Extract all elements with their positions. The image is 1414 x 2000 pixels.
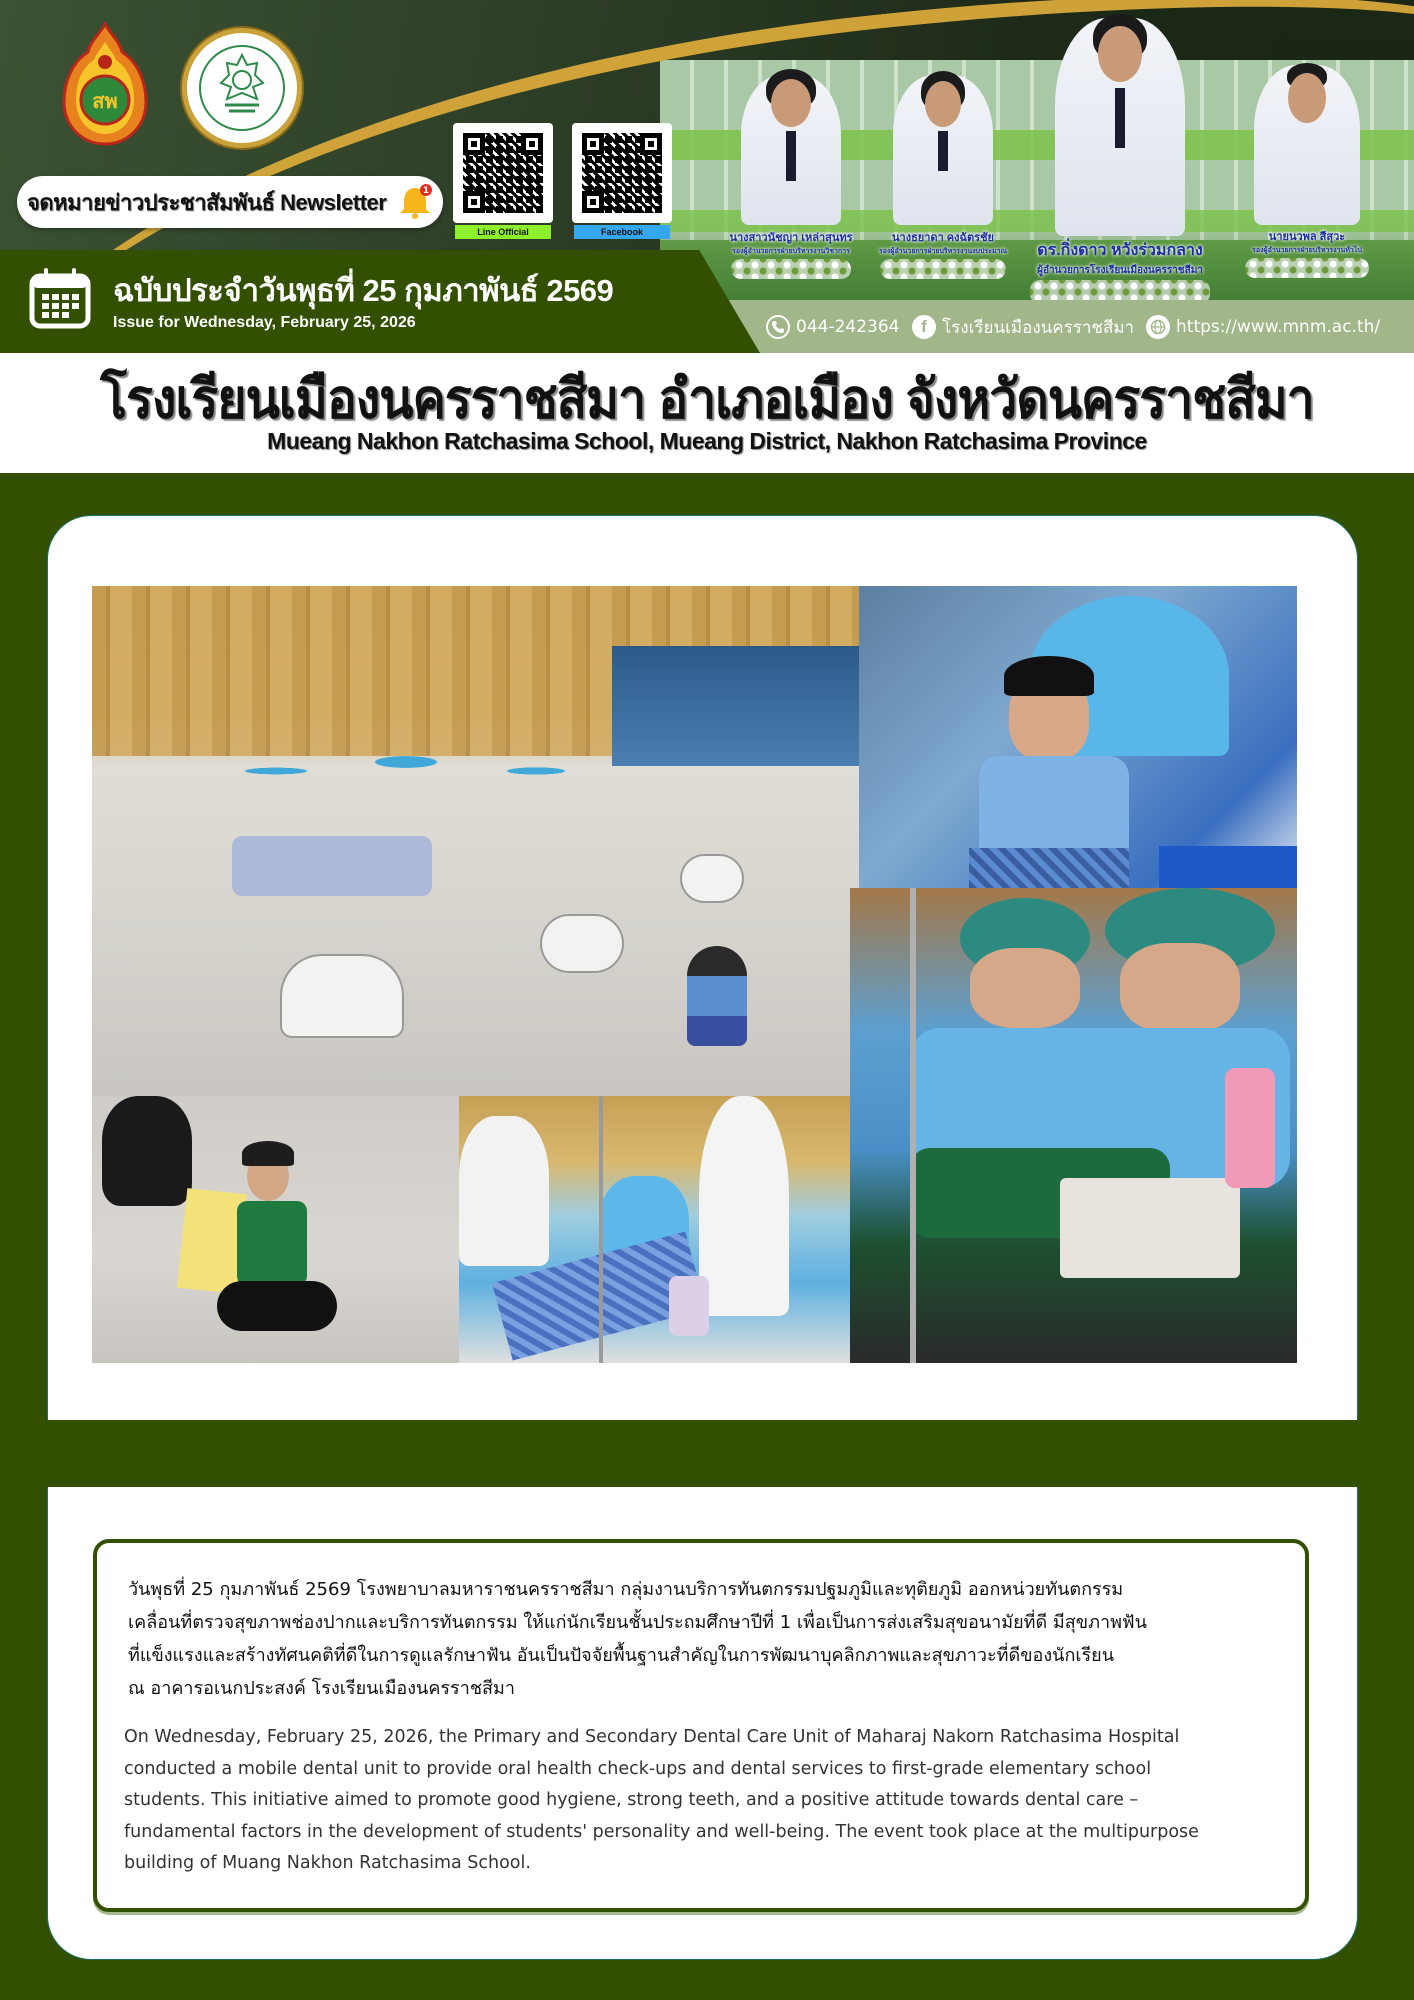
globe-icon [1146,315,1170,339]
photo-dental-hall-overview[interactable] [92,586,859,1096]
school-emblem-icon [217,53,267,118]
article-line: building of Muang Nakhon Ratchasima School. [124,1853,531,1873]
article-line: On Wednesday, February 25, 2026, the Primary and Secondary Dental Care Unit of Maharaj Nakorn Ratchasima Hospital [124,1727,1180,1747]
newsletter-label [17,176,443,228]
photo-girl-holding-form[interactable] [92,1096,459,1363]
school-title-english: Mueang Nakhon Ratchasima School, Mueang District, Nakhon Ratchasima Province [267,428,1147,454]
staff-card [720,75,862,279]
director-role: ผู้อำนวยการโรงเรียนเมืองนครราชสีมา [1037,265,1203,276]
staff-name: นายนวพล สีสุวะ [1268,231,1346,243]
article-line: เคลื่อนที่ตรวจสุขภาพช่องปากและบริการทันตกรรม ให้แก่นักเรียนชั้นประถมศึกษาปีที่ 1 เพื่อเป็นการส่งเสริมสุขอนามัยที่ดี มีสุขภาพฟัน [128,1612,1147,1633]
article-paragraph-english [124,1722,1294,1880]
qr-label-line: Line Official [455,225,551,239]
facebook-icon: f [912,315,936,339]
phone-icon [766,315,790,339]
facebook-page-name: โรงเรียนเมืองนครราชสีมา [942,317,1135,338]
article-line: fundamental factors in the development of students' personality and well-being. The event took place at the multipurpose [124,1821,1199,1842]
qr-code-facebook[interactable] [572,123,672,223]
article-paragraph-thai [128,1573,1288,1705]
staff-name: นางธยาดา คงฉัตรชัย [892,232,994,244]
staff-card [1232,65,1382,278]
phone-number: 044-242364 [796,317,900,337]
header-banner [0,0,1414,353]
article-line: ที่แข็งแรงและสร้างทัศนคติที่ดีในการดูแลรักษาฟัน อันเป็นปัจจัยพื้นฐานสำคัญในการพัฒนาบุคลิกภาพและสุขภาวะที่ดีของนักเรียน [128,1645,1115,1666]
newsletter-label-text: จดหมายข่าวประชาสัมพันธ์ Newsletter [27,189,387,215]
staff-role: รองผู้อำนวยการฝ่ายบริหารงานงบประมาณ [878,248,1007,255]
calendar-icon [28,266,92,330]
contact-website[interactable] [1146,314,1380,340]
staff-role: รองผู้อำนวยการฝ่ายบริหารงานวิชาการ [732,248,850,255]
bell-notification-icon [395,182,435,222]
staff-card [868,75,1018,279]
school-logo [182,28,302,148]
article-line: ณ อาคารอเนกประสงค์ โรงเรียนเมืองนครราชสีมา [128,1678,515,1699]
contact-facebook[interactable] [912,314,1134,340]
photo-boy-peace-sign[interactable] [859,586,1297,888]
staff-card-director [1020,18,1220,304]
website-url: https://www.mnm.ac.th/ [1176,317,1381,337]
issue-date-english: Issue for Wednesday, February 25, 2026 [113,314,416,331]
article-line: conducted a mobile dental unit to provide oral health check-ups and dental services to first-grade elementary school [124,1758,1152,1779]
photo-dental-treatment-station[interactable] [459,1096,850,1363]
article-line: วันพุธที่ 25 กุมภาพันธ์ 2569 โรงพยาบาลมหาราชนครราชสีมา กลุ่มงานบริการทันตกรรมปฐมภูมิและทุติยภูมิ ออกหน่วยทันตกรรม [128,1579,1124,1600]
staff-name: นางสาวนัชญา เหล่าสุนทร [729,232,853,244]
svg-text:1: 1 [422,186,430,196]
director-name: ดร.กิ่งดาว หวังร่วมกลาง [1037,242,1203,259]
photo-dentist-examining-student[interactable] [850,888,1297,1363]
school-title-thai: โรงเรียนเมืองนครราชสีมา อำเภอเมือง จังหวัดนครราชสีมา [100,368,1314,430]
obec-logo-icon [60,22,150,146]
contact-phone[interactable] [766,314,899,340]
svg-text:สพ: สพ [92,89,118,113]
staff-role: รองผู้อำนวยการฝ่ายบริหารงานทั่วไป [1252,247,1362,254]
qr-code-line[interactable] [453,123,553,223]
article-line: students. This initiative aimed to promote good hygiene, strong teeth, and a positive attitude towards dental care – [124,1790,1139,1810]
qr-label-facebook: Facebook [574,225,670,239]
issue-date-thai: ฉบับประจำวันพุธที่ 25 กุมภาพันธ์ 2569 [113,273,614,308]
